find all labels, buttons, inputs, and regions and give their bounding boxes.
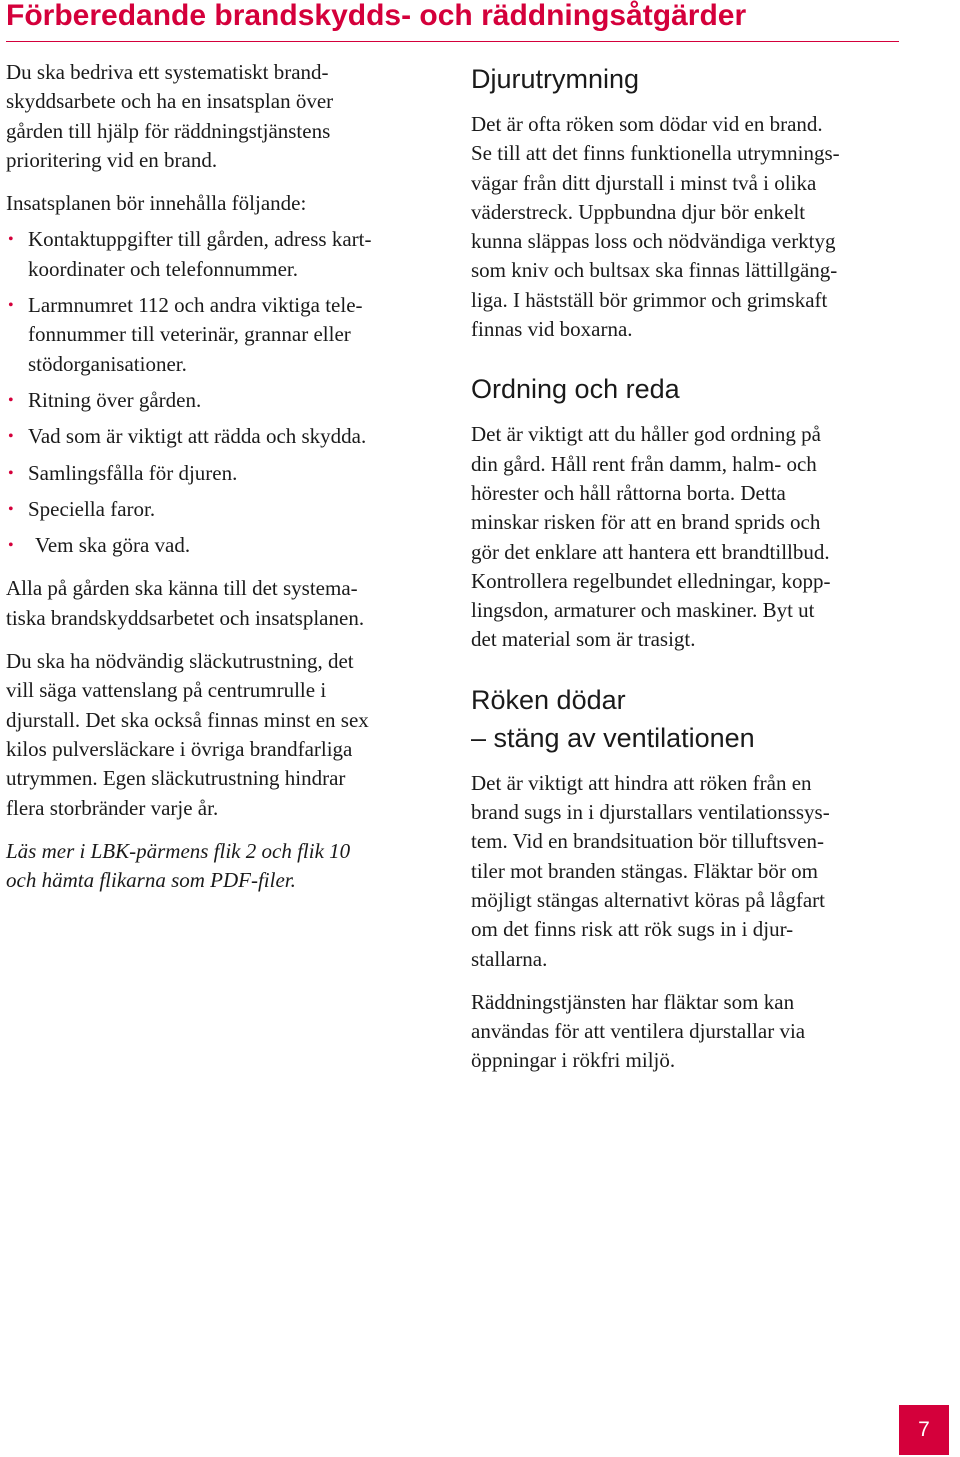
text-line: flera storbränder varje år. xyxy=(6,795,219,820)
list-item xyxy=(6,225,436,284)
text-line: Det är ofta röken som dödar vid en brand. xyxy=(471,112,823,136)
section-paragraph xyxy=(471,988,901,1076)
text-line: användas för att ventilera djurstallar via xyxy=(471,1019,806,1044)
section-heading xyxy=(471,60,901,98)
page-title: Förberedande brandskydds- och räddningsåtgärder xyxy=(6,0,747,32)
text-line: prioritering vid en brand. xyxy=(6,147,218,172)
section-paragraph xyxy=(471,110,901,344)
text-line: Kontaktuppgifter till gården, adress kart- xyxy=(28,227,372,252)
text-line: möjligt stängas alternativt köras på lågfart xyxy=(471,887,825,912)
right-column xyxy=(471,60,901,1076)
equipment-paragraph xyxy=(6,647,436,823)
text-line: kilos pulversläckare i övriga brandfarliga xyxy=(6,736,353,761)
text-line: Ritning över gården. xyxy=(28,387,202,412)
list-item xyxy=(6,459,436,488)
text-line: vägar från ditt djurstall i minst två i olika xyxy=(471,170,817,195)
text-line: Alla på gården ska känna till det systema- xyxy=(6,576,358,601)
text-line: gården till hjälp för räddningstjänstens xyxy=(6,118,331,143)
heading-line: Röken dödar xyxy=(471,684,626,715)
text-line: det material som är trasigt. xyxy=(471,627,696,652)
text-line: som kniv och bultsax ska finnas lättillgäng- xyxy=(471,258,838,283)
text-line: tiska brandskyddsarbetet och insatsplanen. xyxy=(6,605,365,630)
list-item xyxy=(6,495,436,524)
page-number: 7 xyxy=(899,1405,949,1455)
text-line: Du ska bedriva ett systematiskt brand- xyxy=(6,60,329,84)
text-line: Speciella faror. xyxy=(28,496,156,521)
text-line: vill säga vattenslang på centrumrulle i xyxy=(6,678,327,703)
title-divider xyxy=(6,41,899,42)
text-line: stödorganisationer. xyxy=(28,351,187,376)
text-line: skyddsarbete och ha en insatsplan över xyxy=(6,89,334,114)
text-line: minskar risken för att en brand sprids och xyxy=(471,510,821,535)
text-line: Räddningstjänsten har fläktar som kan xyxy=(471,989,795,1014)
section-djurutrymning xyxy=(471,60,901,344)
text-line: din gård. Håll rent från damm, halm- och xyxy=(471,451,817,476)
text-line: Samlingsfålla för djuren. xyxy=(28,460,238,485)
text-line: tem. Vid en brandsituation bör tilluftsven- xyxy=(471,829,824,854)
text-line: koordinater och telefonnummer. xyxy=(28,256,298,281)
text-line: Se till att det finns funktionella utrymnings- xyxy=(471,141,840,166)
section-paragraph xyxy=(471,769,901,974)
list-item xyxy=(6,422,436,451)
list-item xyxy=(6,531,436,560)
text-line: gör det enklare att hantera ett brandtillbud. xyxy=(471,539,830,564)
heading-line: – stäng av ventilationen xyxy=(471,722,755,753)
text-line: Det är viktigt att hindra att röken från en xyxy=(471,770,812,795)
text-line: utrymmen. Egen släckutrustning hindrar xyxy=(6,766,346,791)
heading-line: Ordning och reda xyxy=(471,374,680,405)
text-line: Det är viktigt att du håller god ordning på xyxy=(471,422,821,447)
text-line: djurstall. Det ska också finnas minst en sex xyxy=(6,707,369,732)
bullet-icon: • xyxy=(8,297,14,315)
section-heading xyxy=(471,370,901,408)
text-line: Läs mer i LBK-pärmens flik 2 och flik 10 xyxy=(6,838,351,863)
bullet-icon: • xyxy=(8,464,14,482)
text-line: och hämta flikarna som PDF-filer. xyxy=(6,868,296,893)
section-paragraph xyxy=(471,420,901,654)
text-line: väderstreck. Uppbundna djur bör enkelt xyxy=(471,199,806,224)
text-line: hörester och håll råttorna borta. Detta xyxy=(471,480,786,505)
text-line: Vem ska göra vad. xyxy=(35,533,191,558)
intro-paragraph xyxy=(6,58,436,175)
text-line: fonnummer till veterinär, grannar eller xyxy=(28,322,351,347)
text-line: Vad som är viktigt att rädda och skydda. xyxy=(28,424,367,449)
section-heading xyxy=(471,681,901,757)
section-ordning xyxy=(471,370,901,654)
text-line: om det finns risk att rök sugs in i djur- xyxy=(471,917,794,942)
heading-line: Djurutrymning xyxy=(471,64,640,94)
reference-note xyxy=(6,837,436,896)
bullet-icon: • xyxy=(8,428,14,446)
bullet-icon: • xyxy=(8,231,14,249)
text-line: liga. I hästställ bör grimmor och grimskaft xyxy=(471,287,828,312)
list-item xyxy=(6,291,436,379)
text-line: tiler mot branden stängas. Fläktar bör om xyxy=(471,858,819,883)
bullet-icon: • xyxy=(8,500,14,518)
text-line: brand sugs in i djurstallars ventilationssys- xyxy=(471,800,830,825)
section-roken xyxy=(471,681,901,1076)
list-item xyxy=(6,386,436,415)
bullet-icon: • xyxy=(8,391,14,409)
text-line: kunna släppas loss och nödvändiga verktyg xyxy=(471,229,836,254)
left-column xyxy=(6,58,436,895)
text-line: lingsdon, armaturer och maskiner. Byt ut xyxy=(471,598,815,623)
text-line: Du ska ha nödvändig släckutrustning, det xyxy=(6,649,354,674)
text-line: stallarna. xyxy=(471,946,548,971)
text-line: Kontrollera regelbundet elledningar, kopp- xyxy=(471,568,831,593)
text-line: öppningar i rökfri miljö. xyxy=(471,1048,676,1073)
bullet-icon: • xyxy=(8,537,14,555)
text-line: Larmnumret 112 och andra viktiga tele- xyxy=(28,293,363,318)
insatsplan-list xyxy=(6,225,436,560)
list-intro: Insatsplanen bör innehålla följande: xyxy=(6,191,307,216)
text-line: finnas vid boxarna. xyxy=(471,317,633,342)
awareness-paragraph xyxy=(6,574,436,633)
